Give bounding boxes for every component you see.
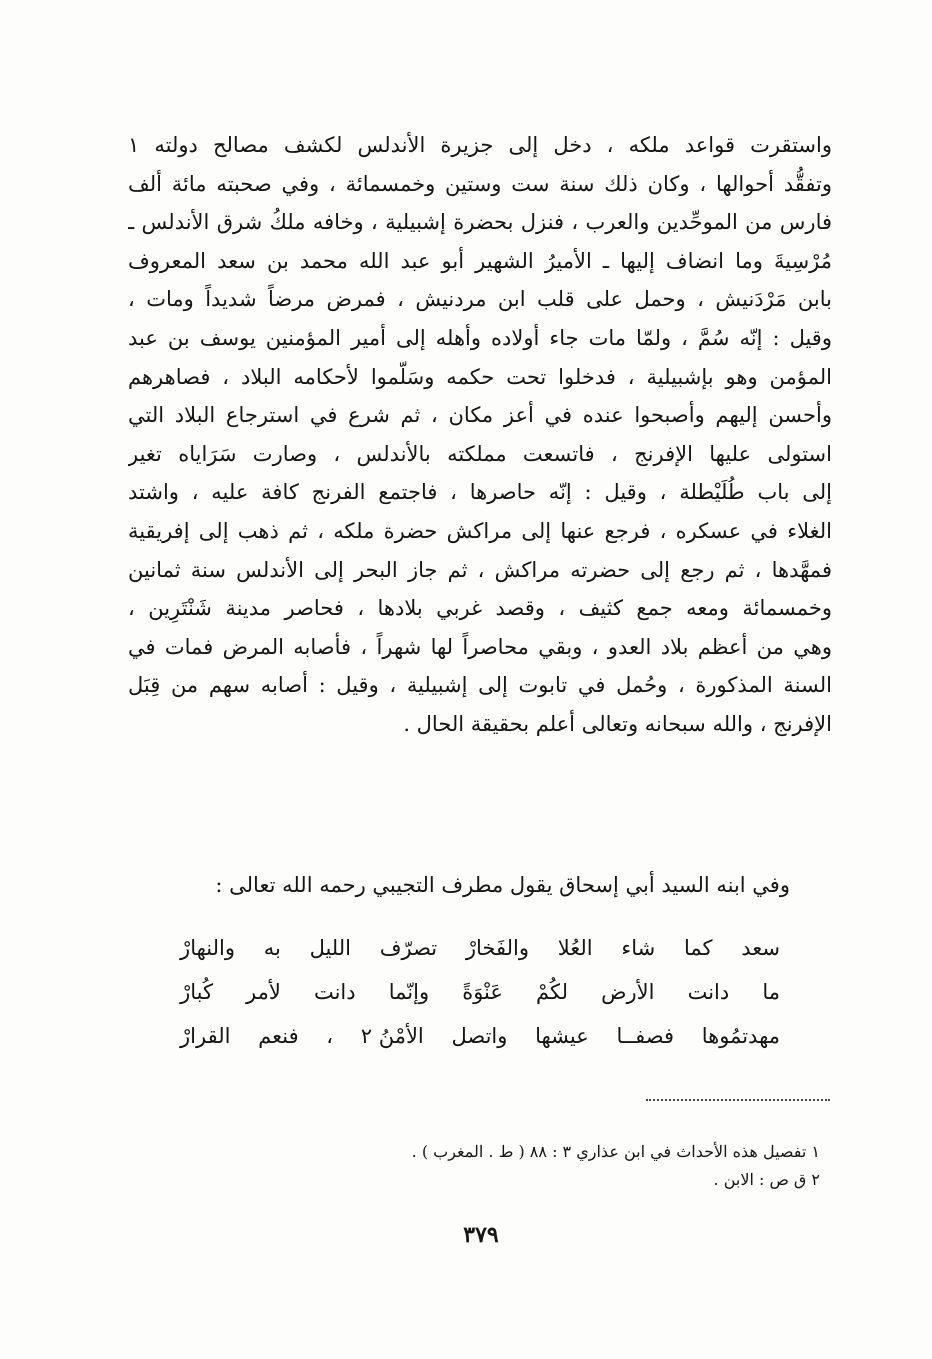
verse-word: الأمْنُ ٢ — [360, 1024, 424, 1048]
text-line: إلى باب طُلَيْطلة ، وقيل : إنّه حاصرها ، فاجتمع الفرنج كافة عليه ، واشتد — [128, 480, 832, 505]
text-line: بابن مَرْدَنيش ، وحمل على قلب ابن مردنيش ، فمرض مرضاً شديداً ومات ، — [128, 287, 832, 312]
page-number: ٣٧٩ — [463, 1222, 499, 1248]
poem-verse — [180, 970, 780, 1014]
verse-word: القرارْ — [180, 1024, 231, 1048]
verse-word: لكُمْ — [536, 980, 569, 1004]
text-line: وأحسن إليهم وأصبحوا عنده في أعز مكان ، ثم شرع في استرجاع البلاد التي — [128, 403, 832, 428]
verse-word: العُلا — [557, 936, 593, 960]
poem — [180, 926, 780, 1058]
verse-word: دانت — [313, 980, 356, 1004]
text-line: وقيل : إنّه سُمَّ ، ولمّا مات جاء أولاده وأهله إلى أمير المؤمنين يوسف بن عبد — [128, 325, 832, 350]
verse-word: شاء — [621, 936, 656, 960]
text-line: مُرْسِيةَ وما انضاف إليها ـ الأميرُ الشهير أبو عبد الله محمد بن سعد المعروف — [128, 248, 832, 273]
poem-verse — [180, 926, 780, 970]
verse-word: عيشها — [535, 1024, 589, 1048]
text-line: السنة المذكورة ، وحُمل في تابوت إلى إشبيلية ، وقيل : أصابه سهم من قِبَل — [128, 673, 832, 698]
footnote-divider — [646, 1099, 830, 1101]
poem-verse — [180, 1014, 780, 1058]
verse-word: دانت — [687, 980, 730, 1004]
text-line: الغلاء في عسكره ، فرجع عنها إلى مراكش حضرة ملكه ، ثم ذهب إلى إفريقية — [128, 518, 832, 543]
verse-word: الأرض — [601, 980, 655, 1004]
verse-word: ، — [326, 1024, 334, 1048]
text-line: الإفرنج ، والله سبحانه وتعالى أعلم بحقيقة الحال . — [403, 711, 832, 736]
text-line: وتفقُّد أحوالها ، وكان ذلك سنة ست وستين وخمسمائة ، وفي صحبته مائة ألف — [128, 171, 832, 196]
verse-word: تصرّف — [379, 936, 438, 960]
verse-word: لأمر — [246, 980, 281, 1004]
text-line: المؤمن وهو بإشبيلية ، فدخلوا تحت حكمه وسَلّموا لأحكامه البلاد ، فصاهرهم — [128, 364, 832, 389]
verse-word: عَنْوَةً — [462, 980, 503, 1004]
verse-word: الليل — [309, 936, 351, 960]
verse-word: وإنّما — [388, 980, 430, 1004]
verse-word: فنعم — [258, 1024, 299, 1048]
verse-word: كما — [683, 936, 713, 960]
main-text — [128, 126, 832, 744]
verse-word: ما — [762, 980, 780, 1004]
verse-word: به — [263, 936, 281, 960]
text-line: واستقرت قواعد ملكه ، دخل إلى جزيرة الأندلس لكشف مصالح دولته ١ — [128, 133, 832, 157]
footnote: ١ تفصيل هذه الأحداث في ابن عذاري ٣ : ٨٨ ( ط . المغرب ) . — [411, 1142, 820, 1161]
verse-word: واتصل — [451, 1024, 508, 1048]
text-line: وهي من أعظم بلاد العدو ، وبقي محاصراً لها شهراً ، فأصابه المرض فمات في — [128, 634, 832, 659]
footnote: ٢ ق ص : الابن . — [713, 1170, 820, 1189]
text-line: فمهَّدها ، ثم رجع إلى حضرته مراكش ، ثم جاز البحر إلى الأندلس سنة ثمانين — [128, 557, 832, 582]
verse-word: والفَخارْ — [465, 936, 529, 960]
text-line: استولى عليها الإفرنج ، فاتسعت مملكته بالأندلس ، وصارت سَرَاياه تغير — [128, 441, 832, 466]
text-line: وخمسمائة ومعه جمع كثيف ، وقصد غربي بلادها ، فحاصر مدينة شَنْتَرِين ، — [128, 596, 832, 621]
verse-word: كُبارْ — [180, 980, 213, 1004]
poem-intro: وفي ابنه السيد أبي إسحاق يقول مطرف التجيبي رحمه الله تعالى : — [215, 873, 790, 897]
text-line: فارس من الموحِّدين والعرب ، فنزل بحضرة إشبيلية ، وخافه ملكُ شرق الأندلس ـ — [128, 210, 832, 235]
verse-word: فصفــا — [616, 1024, 675, 1048]
verse-word: والنهارْ — [180, 936, 235, 960]
verse-word: سعد — [741, 936, 780, 960]
verse-word: مهدتمُوها — [701, 1024, 780, 1048]
footnotes — [330, 1138, 820, 1194]
